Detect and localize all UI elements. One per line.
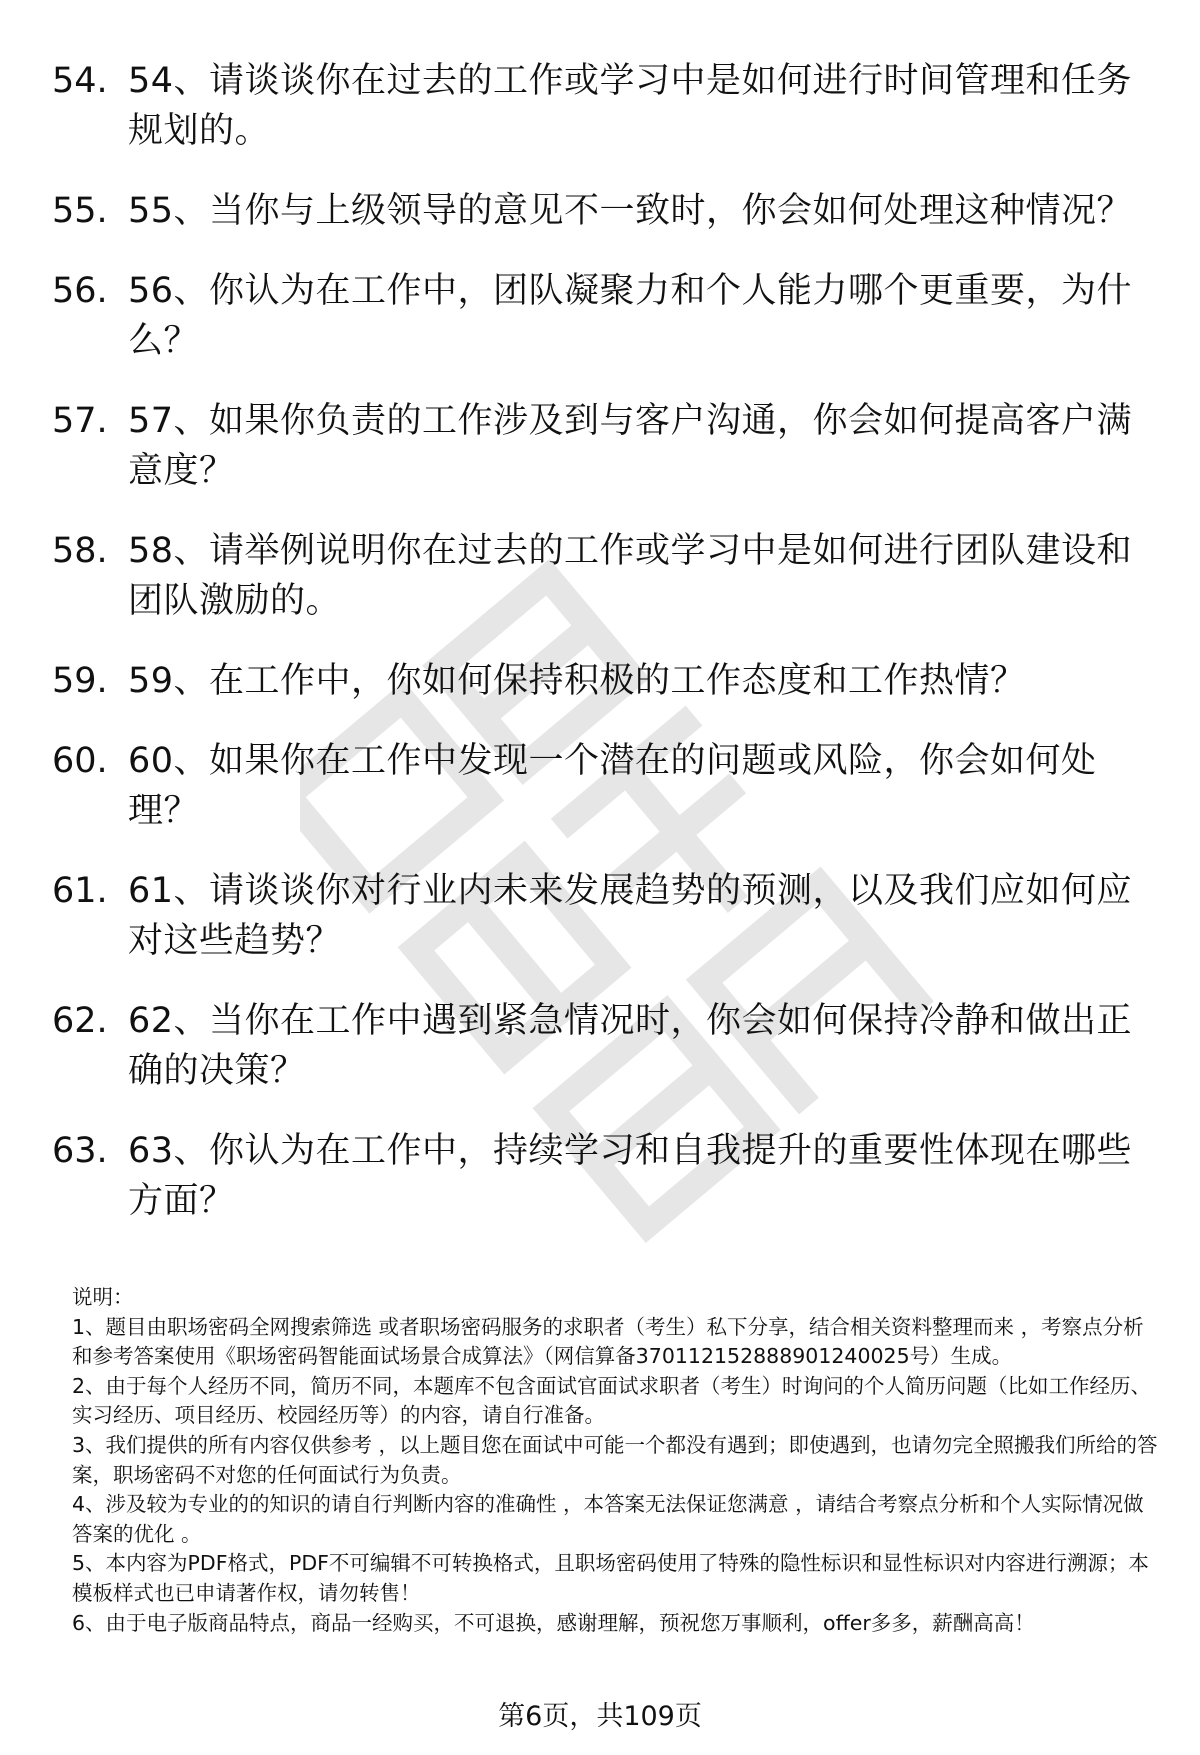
question-text: 55、当你与上级领导的意见不一致时，你会如何处理这种情况？	[128, 191, 1133, 231]
note-item: 2、由于每个人经历不同，简历不同，本题库不包含面试官面试求职者（考生）时询问的个人简历问题（比如工作经历、实习经历、项目经历、校园经历等）的内容，请自行准备。	[72, 1373, 1152, 1428]
question-text: 62、当你在工作中遇到紧急情况时，你会如何保持冷静和做出正确的决策？	[128, 1001, 1133, 1091]
question-item	[52, 1126, 1162, 1226]
note-item: 4、涉及较为专业的的知识的请自行判断内容的准确性 ，本答案无法保证您满意 ，请结合考察点分析和个人实际情况做答案的优化 。	[72, 1492, 1144, 1546]
question-number: 61.	[52, 871, 108, 911]
question-text: 63、你认为在工作中，持续学习和自我提升的重要性体现在哪些方面？	[128, 1131, 1133, 1221]
question-text: 57、如果你负责的工作涉及到与客户沟通，你会如何提高客户满意度？	[128, 401, 1133, 491]
question-number: 56.	[52, 271, 108, 311]
question-text: 60、如果你在工作中发现一个潜在的问题或风险，你会如何处理？	[128, 741, 1097, 831]
question-item	[52, 186, 1162, 236]
question-number: 59.	[52, 661, 108, 701]
note-item: 1、题目由职场密码全网搜索筛选 或者职场密码服务的求职者（考生）私下分享，结合相关资料整理而来 ，考察点分析和参考答案使用《职场密码智能面试场景合成算法》（网信算备370112152888901240025号）生成。	[72, 1314, 1144, 1369]
question-list	[52, 56, 1162, 1256]
question-number: 54.	[52, 61, 108, 101]
question-item	[52, 396, 1162, 496]
question-item	[52, 526, 1162, 626]
question-number: 57.	[52, 401, 108, 441]
question-number: 63.	[52, 1131, 108, 1171]
question-text: 59、在工作中，你如何保持积极的工作态度和工作热情？	[128, 661, 1026, 701]
notes-heading: 说明：	[72, 1285, 134, 1309]
question-text: 61、请谈谈你对行业内未来发展趋势的预测，以及我们应如何应对这些趋势？	[128, 871, 1133, 961]
notes-section	[72, 1283, 1162, 1638]
question-text: 54、请谈谈你在过去的工作或学习中是如何进行时间管理和任务规划的。	[128, 61, 1133, 151]
question-item	[52, 996, 1162, 1096]
question-item	[52, 56, 1162, 156]
question-number: 58.	[52, 531, 108, 571]
question-number: 60.	[52, 741, 108, 781]
question-item	[52, 266, 1162, 366]
note-item: 3、我们提供的所有内容仅供参考 ，以上题目您在面试中可能一个都没有遇到；即使遇到，也请勿完全照搬我们所给的答案，职场密码不对您的任何面试行为负责。	[72, 1432, 1158, 1487]
question-number: 62.	[52, 1001, 108, 1041]
page-number: 第6页，共109页	[498, 1701, 702, 1732]
question-number: 55.	[52, 191, 108, 231]
note-item: 5、本内容为PDF格式，PDF不可编辑不可转换格式，且职场密码使用了特殊的隐性标识和显性标识对内容进行溯源；本模板样式也已申请著作权，请勿转售！	[72, 1551, 1149, 1605]
question-text: 58、请举例说明你在过去的工作或学习中是如何进行团队建设和团队激励的。	[128, 531, 1133, 621]
question-text: 56、你认为在工作中，团队凝聚力和个人能力哪个更重要，为什么？	[128, 271, 1133, 361]
question-item	[52, 736, 1162, 836]
question-item	[52, 866, 1162, 966]
note-item: 6、由于电子版商品特点，商品一经购买，不可退换，感谢理解，预祝您万事顺利，offer多多，薪酬高高！	[72, 1610, 1035, 1635]
question-item	[52, 656, 1162, 706]
